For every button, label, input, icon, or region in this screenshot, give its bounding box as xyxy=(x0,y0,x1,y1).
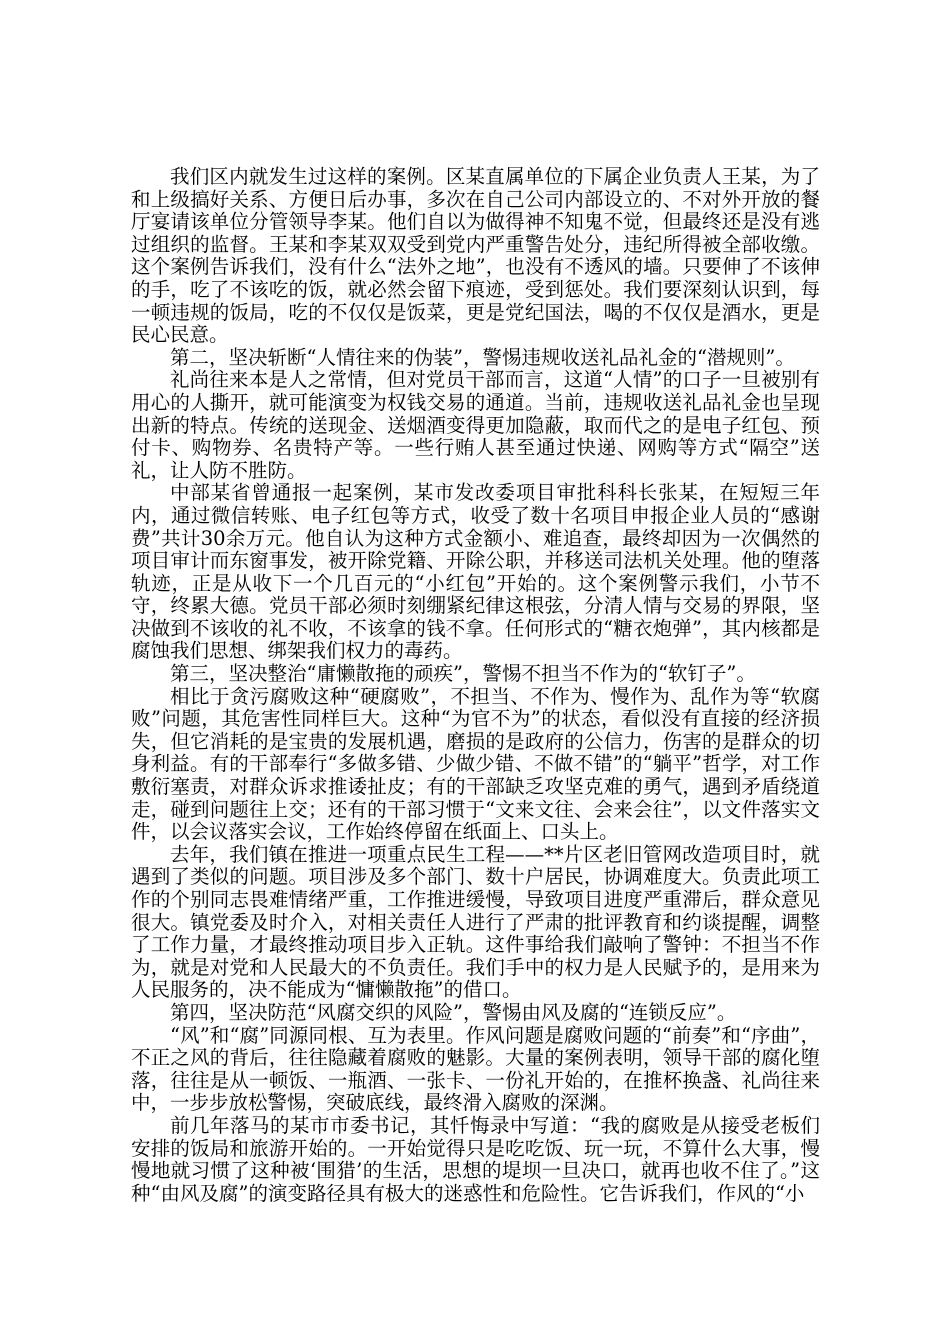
heading-point-two: 第二，坚决斩断“人情往来的伪装”，警惕违规收送礼品礼金的“潜规则”。 xyxy=(170,345,795,369)
paragraph-case-pipeline: 去年，我们镇在推进一项重点民生工程——**片区老旧管网改造项目时，就遇到了类似的问题。项目涉及多个部门、数十户居民，协调难度大。负责此项工作的个别同志畏难情绪严重，工作推进缓慢，导致项目进度严重滞后，群众意见很大。镇党委及时介入，对相关责任人进行了严肃的批评教育和约谈提醒，调整了工作力量，才最终推动项目步入正轨。这件事给我们敲响了警钟：不担当不作为，就是对党和人民最大的不负责任。我们手中的权力是人民赋予的，是用来为人民服务的，决不能成为“慵懒散拖”的借口。 xyxy=(131,842,820,1002)
paragraph-soft-corruption: 相比于贪污腐败这种“硬腐败”，不担当、不作为、慢作为、乱作为等“软腐败”问题，其危害性同样巨大。这种“为官不为”的状态，看似没有直接的经济损失，但它消耗的是宝贵的发展机遇，磨损的是政府的公信力，伤害的是群众的切身利益。有的干部奉行“多做多错、少做少错、不做不错”的“躺平”哲学，对工作敷衍塞责，对群众诉求推诿扯皮；有的干部缺乏攻坚克难的勇气，遇到矛盾绕道走，碰到问题往上交；还有的干部习惯于“文来文往、会来会往”，以文件落实文件，以会议落实会议，工作始终停留在纸面上、口头上。 xyxy=(131,684,820,844)
paragraph-case-secretary: 前几年落马的某市市委书记，其忏悔录中写道：“我的腐败是从接受老板们安排的饭局和旅游开始的。一开始觉得只是吃吃饭、玩一玩，不算什么大事，慢慢地就习惯了这种被‘围猎’的生活，思想的堤坝一旦决口，就再也收不住了。”这种“由风及腐”的演变路径具有极大的迷惑性和危险性。它告诉我们，作风的“小 xyxy=(131,1113,820,1205)
document-body xyxy=(131,166,820,1205)
heading-point-four: 第四，坚决防范“风腐交织的风险”，警惕由风及腐的“连锁反应”。 xyxy=(170,1000,737,1024)
paragraph-case-wang-li: 我们区内就发生过这样的案例。区某直属单位的下属企业负责人王某，为了和上级搞好关系、方便日后办事，多次在自己公司内部设立的、不对外开放的餐厅宴请该单位分管领导李某。他们自以为做得神不知鬼不觉，但最终还是没有逃过组织的监督。王某和李某双双受到党内严重警告处分，违纪所得被全部收缴。这个案例告诉我们，没有什么“法外之地”，也没有不透风的墙。只要伸了不该伸的手，吃了不该吃的饭，就必然会留下痕迹，受到惩处。我们要深刻认识到，每一顿违规的饭局，吃的不仅仅是饭菜，更是党纪国法，喝的不仅仅是酒水，更是民心民意。 xyxy=(131,165,820,347)
paragraph-case-zhang: 中部某省曾通报一起案例，某市发改委项目审批科科长张某，在短短三年内，通过微信转账、电子红包等方式，收受了数十名项目申报企业人员的“感谢费”共计30余万元。他自认为这种方式金额小、难追查，最终却因为一次偶然的项目审计而东窗事发，被开除党籍、开除公职，并移送司法机关处理。他的堕落轨迹，正是从收下一个几百元的“小红包”开始的。这个案例警示我们，小节不守，终累大德。党员干部必须时刻绷紧纪律这根弦，分清人情与交易的界限，坚决做到不该收的礼不收，不该拿的钱不拿。任何形式的“糖衣炮弹”，其内核都是腐蚀我们思想、绑架我们权力的毒药。 xyxy=(131,481,820,663)
paragraph-gifts: 礼尚往来本是人之常情，但对党员干部而言，这道“人情”的口子一旦被别有用心的人撕开，就可能演变为权钱交易的通道。当前，违规收送礼品礼金也呈现出新的特点。传统的送现金、送烟酒变得更加隐蔽，取而代之的是电子红包、预付卡、购物券、名贵特产等。一些行贿人甚至通过快递、网购等方式“隔空”送礼，让人防不胜防。 xyxy=(131,368,820,482)
heading-point-three: 第三，坚决整治“庸懒散拖的顽疾”，警惕不担当不作为的“软钉子”。 xyxy=(170,662,756,686)
paragraph-wind-corruption: “风”和“腐”同源同根、互为表里。作风问题是腐败问题的“前奏”和“序曲”，不正之风的背后，往往隐藏着腐败的魅影。大量的案例表明，领导干部的腐化堕落，往往是从一顿饭、一瓶酒、一张卡、一份礼开始的，在推杯换盏、礼尚往来中，一步步放松警惕，突破底线，最终滑入腐败的深渊。 xyxy=(131,1023,820,1115)
